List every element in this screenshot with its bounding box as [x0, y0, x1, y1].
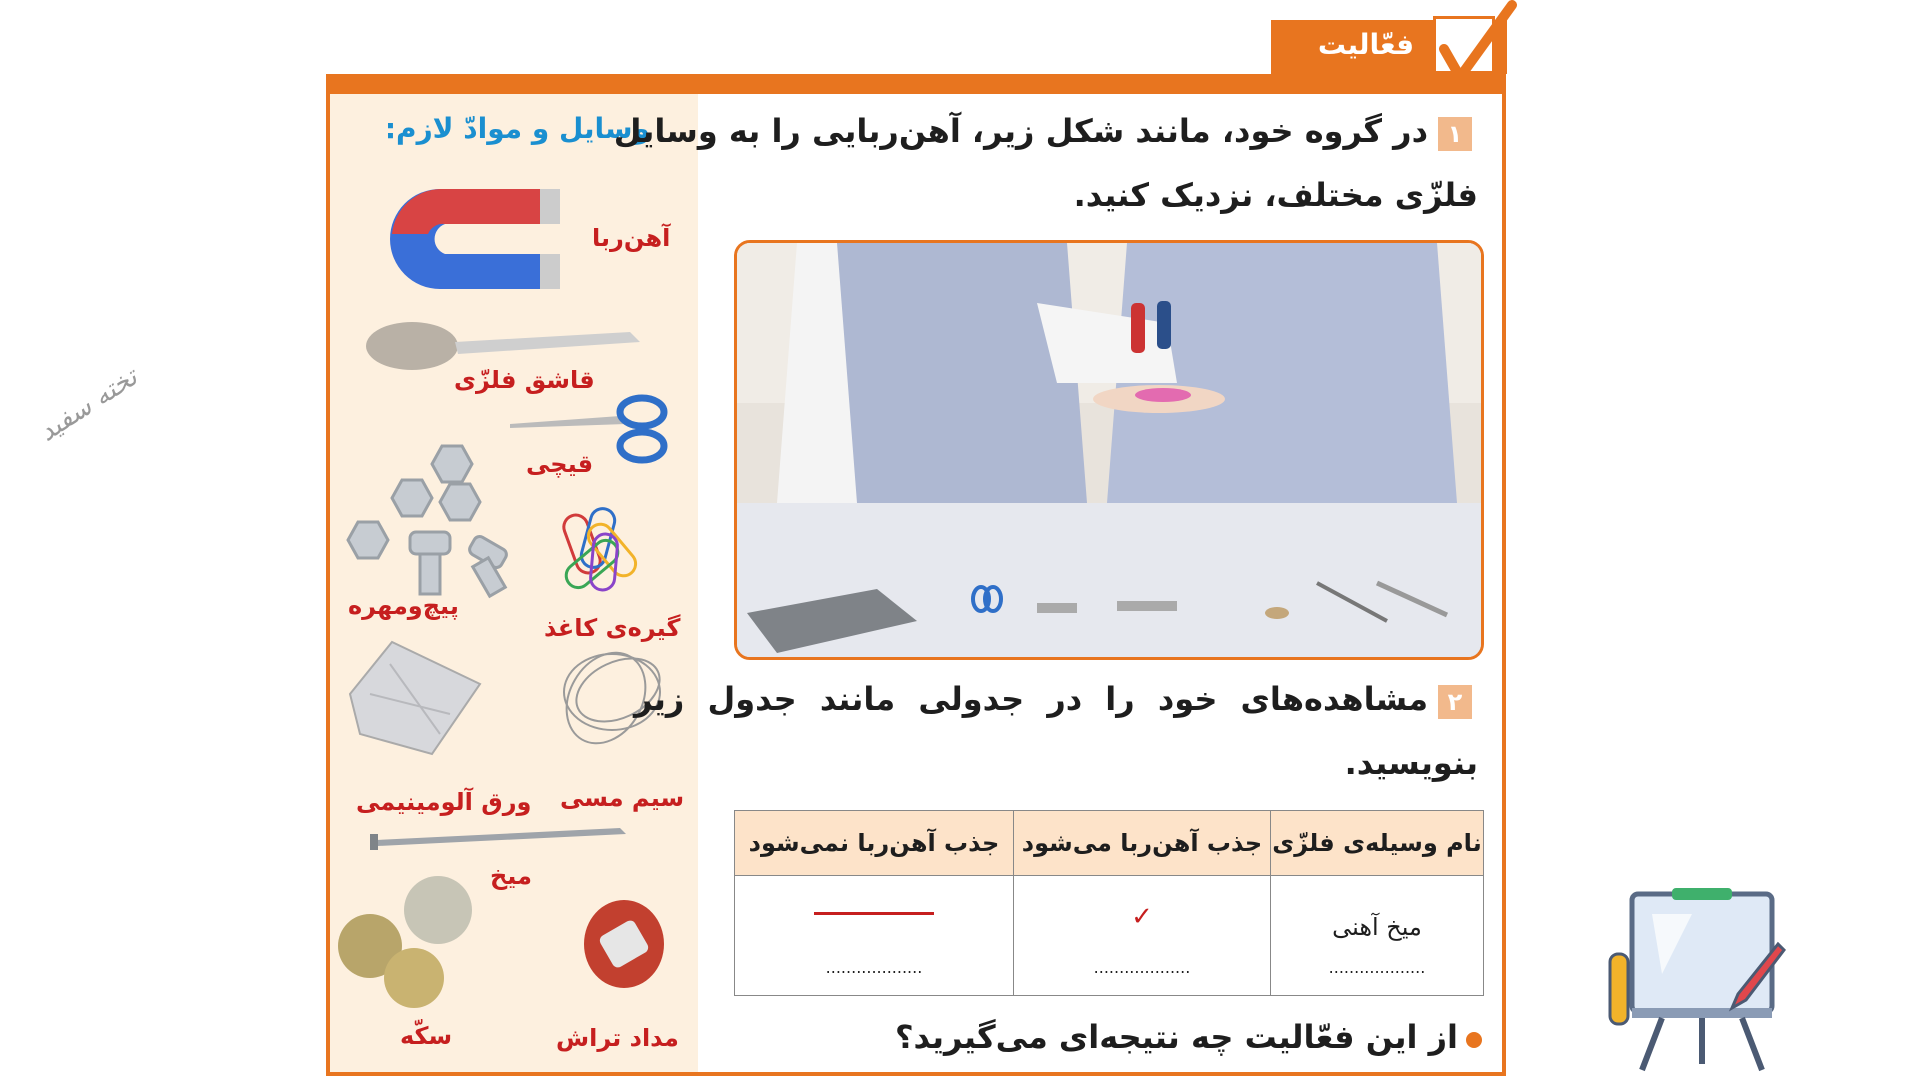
table-header-not-attracted: جذب آهن‌ربا نمی‌شود: [735, 811, 1014, 876]
table-header-item: نام وسیله‌ی فلزّی: [1271, 811, 1484, 876]
material-label-coin: سکّه: [400, 1022, 453, 1050]
material-label-bolts: پیچ‌ومهره: [348, 592, 459, 620]
table-cell-item: [1271, 876, 1484, 996]
material-label-scissors: قیچی: [526, 450, 594, 478]
material-label-nail: میخ: [490, 862, 532, 890]
question-bullet: [1466, 1032, 1482, 1048]
activity-check-box: [1433, 16, 1495, 74]
table-header-row: [735, 811, 1484, 876]
step-1-line-2: فلزّی مختلف، نزدیک کنید.: [1073, 176, 1478, 214]
foil-image: [350, 642, 480, 754]
bolts-image: [348, 446, 509, 596]
table-cell-not-attracted: [735, 876, 1014, 996]
item-name: میخ آهنی: [1332, 912, 1422, 941]
materials-title: وسایل و موادّ لازم:: [384, 112, 650, 145]
observation-table: [734, 810, 1484, 996]
step-2-line-1: مشاهده‌های خود را در جدولی مانند جدول زیر: [633, 680, 1428, 718]
step-2-number: ۲: [1438, 685, 1472, 719]
watermark: تخته سفید: [33, 362, 143, 448]
paperclips-image: [560, 506, 640, 593]
nail-image: [370, 828, 626, 850]
step-1-number: ۱: [1438, 117, 1472, 151]
item-dots: ...................: [1328, 958, 1426, 977]
dash-line: [814, 912, 934, 915]
step-2-line-2: بنویسید.: [1344, 744, 1478, 782]
attracted-dots: ...................: [1093, 958, 1191, 977]
material-label-magnet: آهن‌ربا: [592, 224, 671, 252]
spoon-image: [366, 322, 640, 370]
step-1-line-1: در گروه خود، مانند شکل زیر، آهن‌ربایی را به وسایل: [613, 112, 1428, 150]
coins-image: [338, 876, 472, 1008]
material-label-wire: سیم مسی: [560, 784, 685, 812]
sharpener-image: [584, 900, 664, 988]
not-attracted-dots: ...................: [825, 958, 923, 977]
check-mark: ✓: [1131, 901, 1153, 932]
activity-tab-label: فعّالیت: [1317, 28, 1415, 61]
activity-photo: [734, 240, 1484, 660]
material-label-sharpener: مداد تراش: [556, 1024, 679, 1052]
magnet-image: [390, 189, 560, 289]
whiteboard-icon: [1602, 884, 1792, 1074]
material-label-spoon: قاشق فلزّی: [454, 366, 595, 394]
question-text: از این فعّالیت چه نتیجه‌ای می‌گیرید؟: [894, 1018, 1458, 1056]
table-cell-attracted: [1014, 876, 1271, 996]
table-row: [735, 876, 1484, 996]
table-header-attracted: جذب آهن‌ربا می‌شود: [1014, 811, 1271, 876]
material-label-clips: گیره‌ی کاغذ: [544, 614, 681, 642]
material-label-foil: ورق آلومینیمی: [356, 788, 532, 816]
